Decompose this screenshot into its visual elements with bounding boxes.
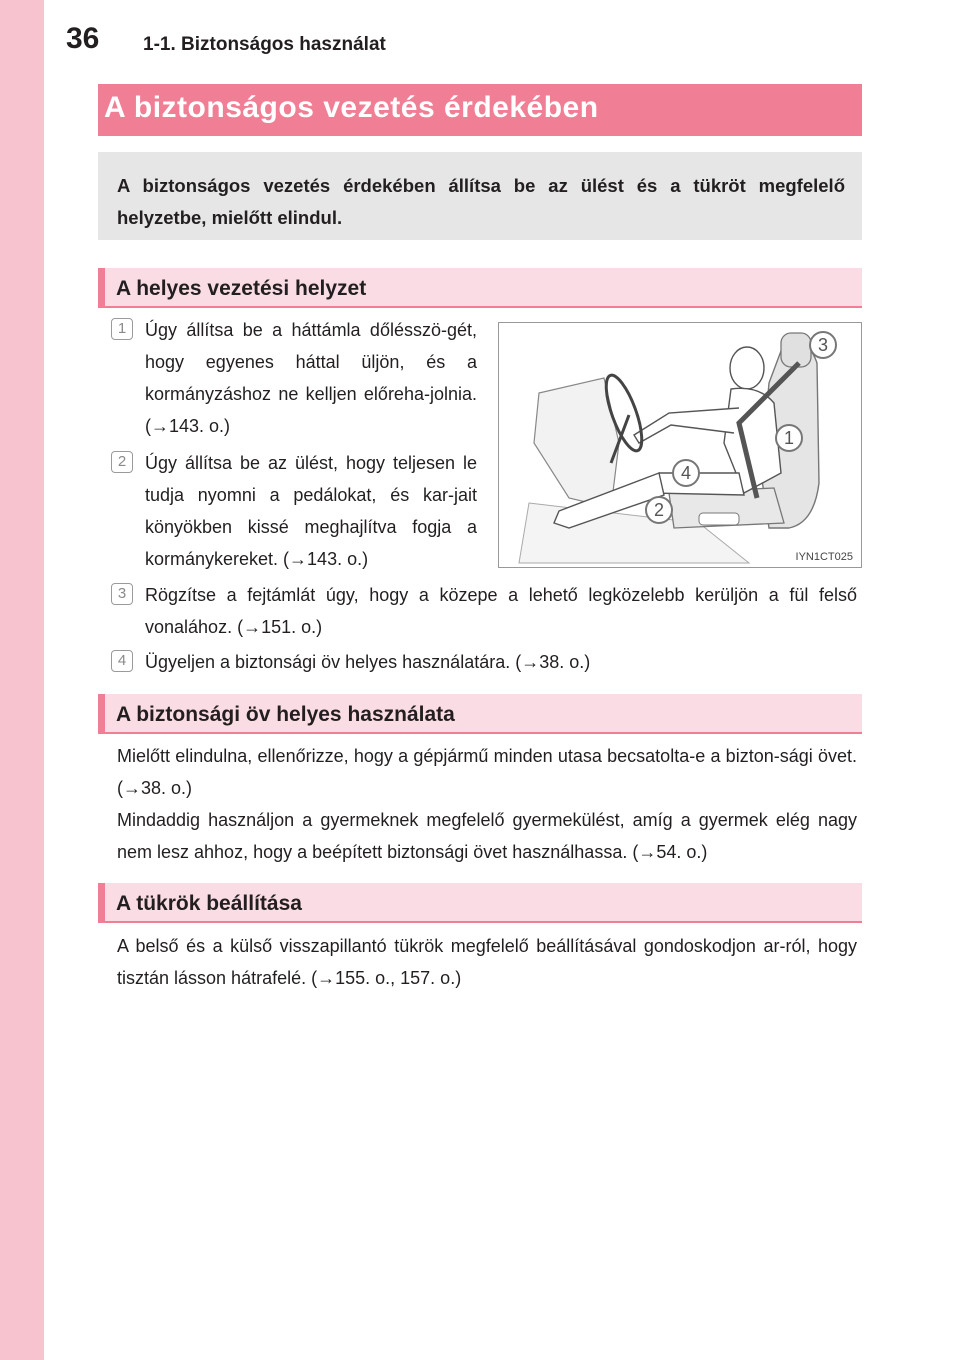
figure-code: IYN1CT025	[795, 551, 853, 563]
page-title: A biztonságos vezetés érdekében	[104, 91, 599, 124]
item-text: Rögzítse a fejtámlát úgy, hogy a közepe a lehető legközelebb kerüljön a fül felső vonalához. (	[145, 585, 857, 637]
list-item	[145, 447, 477, 575]
section-title-belt: A biztonsági öv helyes használata	[116, 703, 455, 726]
item-number-badge: 2	[111, 451, 133, 473]
item-text: Ügyeljen a biztonsági öv helyes használatára. (	[145, 652, 522, 672]
seating-position-figure	[498, 322, 862, 568]
page-number: 36	[66, 22, 100, 55]
page-reference[interactable]: →38. o.)	[521, 652, 591, 672]
list-item	[145, 646, 857, 678]
side-strip	[0, 0, 44, 1360]
callout-marker: 3	[809, 331, 837, 359]
belt-paragraph-1: Mielőtt elindulna, ellenőrizze, hogy a gépjármű minden utasa becsatolta-e a bizton-sági övet. (→38. o.)	[117, 746, 857, 798]
item-text: Úgy állítsa be a háttámla dőlésszö-gét, hogy egyenes háttal üljön, és a kormányzáshoz ne kelljen előreha-jolnia. (	[145, 320, 477, 436]
page-reference[interactable]: →151. o.)	[243, 617, 323, 637]
item-number-badge: 1	[111, 318, 133, 340]
intro-text: A biztonságos vezetés érdekében állítsa be az ülést és a tükröt megfelelő helyzetbe, mielőtt elindul.	[117, 175, 845, 228]
page-reference[interactable]: →143. o.)	[289, 549, 369, 569]
list-item	[145, 314, 477, 442]
item-text: Úgy állítsa be az ülést, hogy teljesen le tudja nyomni a pedálokat, és kar-jait könyökben kissé meghajlítva fogja a kormánykereket. (	[145, 453, 477, 569]
item-number-badge: 4	[111, 650, 133, 672]
callout-marker: 1	[775, 424, 803, 452]
callout-marker: 4	[672, 459, 700, 487]
mirrors-paragraph: A belső és a külső visszapillantó tükrök megfelelő beállításával gondoskodjon ar-ról, hogy tisztán lásson hátrafelé. (→155. o., 157. o.)	[117, 936, 857, 988]
list-item	[145, 579, 857, 643]
driver-seat-illustration	[499, 323, 861, 567]
page-reference[interactable]: →143. o.)	[151, 416, 231, 436]
section-header: 1-1. Biztonságos használat	[143, 34, 386, 55]
section-title-mirrors: A tükrök beállítása	[116, 892, 302, 915]
belt-paragraph-2: Mindaddig használjon a gyermeknek megfelelő gyermekülést, amíg a gyermek elég nagy nem lesz ahhoz, hogy a beépített biztonsági övet használhassa. (→54. o.)	[117, 810, 857, 862]
section-title-position: A helyes vezetési helyzet	[116, 277, 367, 300]
item-number-badge: 3	[111, 583, 133, 605]
callout-marker: 2	[645, 496, 673, 524]
